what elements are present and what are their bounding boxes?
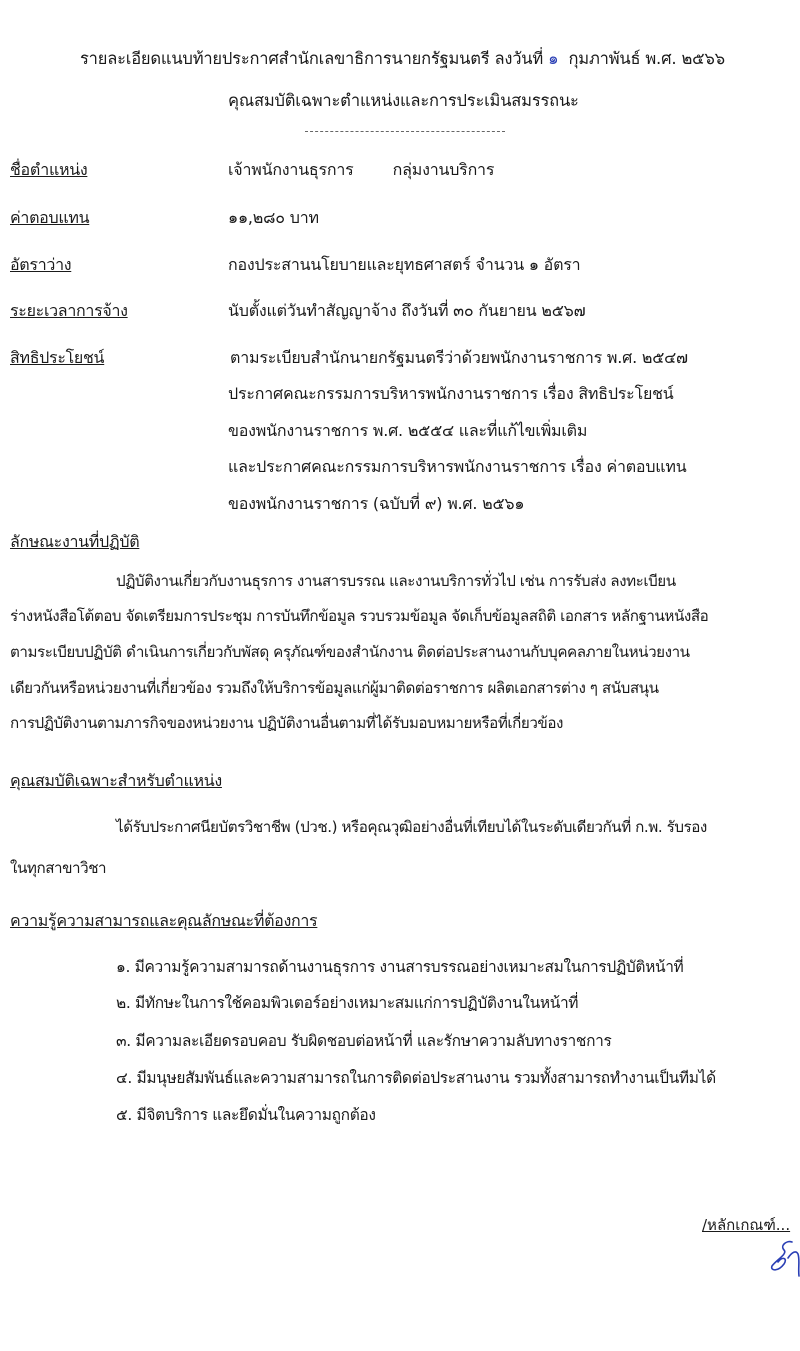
competency-item: ๓. มีความละเอียดรอบคอบ รับผิดชอบต่อหน้าที่ และรักษาความลับทางราชการ (116, 1032, 612, 1050)
section-heading-competencies: ความรู้ความสามารถและคุณลักษณะที่ต้องการ (10, 911, 318, 930)
divider (305, 131, 505, 132)
competency-item: ๒. มีทักษะในการใช้คอมพิวเตอร์อย่างเหมาะสมแก่การปฏิบัติงานในหน้าที่ (116, 994, 579, 1012)
job-nature-line: ตามระเบียบปฏิบัติ ดำเนินการเกี่ยวกับพัสดุ ครุภัณฑ์ของสำนักงาน ติดต่อประสานงานกับบุคคลภายในหน่วยงาน (10, 643, 690, 661)
field-value-salary: ๑๑,๒๘๐ บาท (228, 208, 319, 227)
job-nature-line: การปฏิบัติงานตามภารกิจของหน่วยงาน ปฏิบัติงานอื่นตามที่ได้รับมอบหมายหรือที่เกี่ยวข้อง (10, 714, 563, 732)
field-label-position: ชื่อตำแหน่ง (10, 160, 88, 179)
qualification-line: ได้รับประกาศนียบัตรวิชาชีพ (ปวช.) หรือคุณวุฒิอย่างอื่นที่เทียบได้ในระดับเดียวกันที่ ก.พ. รับรอง (116, 818, 707, 836)
continuation-marker: /หลักเกณฑ์... (702, 1216, 791, 1234)
benefits-line: ของพนักงานราชการ พ.ศ. ๒๕๕๔ และที่แก้ไขเพิ่มเติม (228, 421, 588, 440)
header-line-2: คุณสมบัติเฉพาะตำแหน่งและการประเมินสมรรถนะ (228, 91, 579, 110)
competency-item: ๔. มีมนุษยสัมพันธ์และความสามารถในการติดต่อประสานงาน รวมทั้งสามารถทำงานเป็นทีมได้ (116, 1069, 716, 1087)
header-suffix: กุมภาพันธ์ พ.ศ. ๒๕๖๖ (558, 49, 725, 68)
benefits-line: ตามระเบียบสำนักนายกรัฐมนตรีว่าด้วยพนักงานราชการ พ.ศ. ๒๕๔๗ (230, 348, 688, 367)
field-label-benefits: สิทธิประโยชน์ (10, 348, 105, 367)
field-value-period: นับตั้งแต่วันทำสัญญาจ้าง ถึงวันที่ ๓๐ กันยายน ๒๕๖๗ (228, 301, 586, 320)
field-label-vacancy: อัตราว่าง (10, 255, 72, 274)
job-nature-line: เดียวกันหรือหน่วยงานที่เกี่ยวข้อง รวมถึงให้บริการข้อมูลแก่ผู้มาติดต่อราชการ ผลิตเอกสารต่าง ๆ สนับสนุน (10, 679, 659, 697)
qualification-line: ในทุกสาขาวิชา (10, 859, 107, 877)
job-nature-line: ปฏิบัติงานเกี่ยวกับงานธุรการ งานสารบรรณ และงานบริการทั่วไป เช่น การรับส่ง ลงทะเบียน (116, 572, 676, 590)
field-value-vacancy: กองประสานนโยบายและยุทธศาสตร์ จำนวน ๑ อัตรา (228, 255, 581, 274)
job-nature-line: ร่างหนังสือโต้ตอบ จัดเตรียมการประชุม การบันทึกข้อมูล รวบรวมข้อมูล จัดเก็บข้อมูลสถิติ เอกสาร หลักฐานหนังสือ (10, 607, 709, 625)
header-prefix: รายละเอียดแนบท้ายประกาศสำนักเลขาธิการนายกรัฐมนตรี ลงวันที่ (80, 49, 549, 68)
signature-icon (768, 1238, 800, 1278)
section-heading-qualifications: คุณสมบัติเฉพาะสำหรับตำแหน่ง (10, 771, 222, 790)
section-heading-job-nature: ลักษณะงานที่ปฏิบัติ (10, 532, 140, 551)
benefits-line: ของพนักงานราชการ (ฉบับที่ ๙) พ.ศ. ๒๕๖๑ (228, 494, 525, 513)
field-value-position: เจ้าพนักงานธุรการ กลุ่มงานบริการ (228, 160, 495, 179)
field-label-salary: ค่าตอบแทน (10, 208, 90, 227)
benefits-line: และประกาศคณะกรรมการบริหารพนักงานราชการ เรื่อง ค่าตอบแทน (228, 457, 687, 476)
benefits-line: ประกาศคณะกรรมการบริหารพนักงานราชการ เรื่อง สิทธิประโยชน์ (228, 384, 674, 403)
header-line-1 (80, 46, 725, 72)
competency-item: ๕. มีจิตบริการ และยึดมั่นในความถูกต้อง (116, 1106, 376, 1124)
handwritten-day: ๑ (548, 49, 559, 68)
field-label-period: ระยะเวลาการจ้าง (10, 301, 128, 320)
competency-item: ๑. มีความรู้ความสามารถด้านงานธุรการ งานสารบรรณอย่างเหมาะสมในการปฏิบัติหน้าที่ (116, 958, 684, 976)
